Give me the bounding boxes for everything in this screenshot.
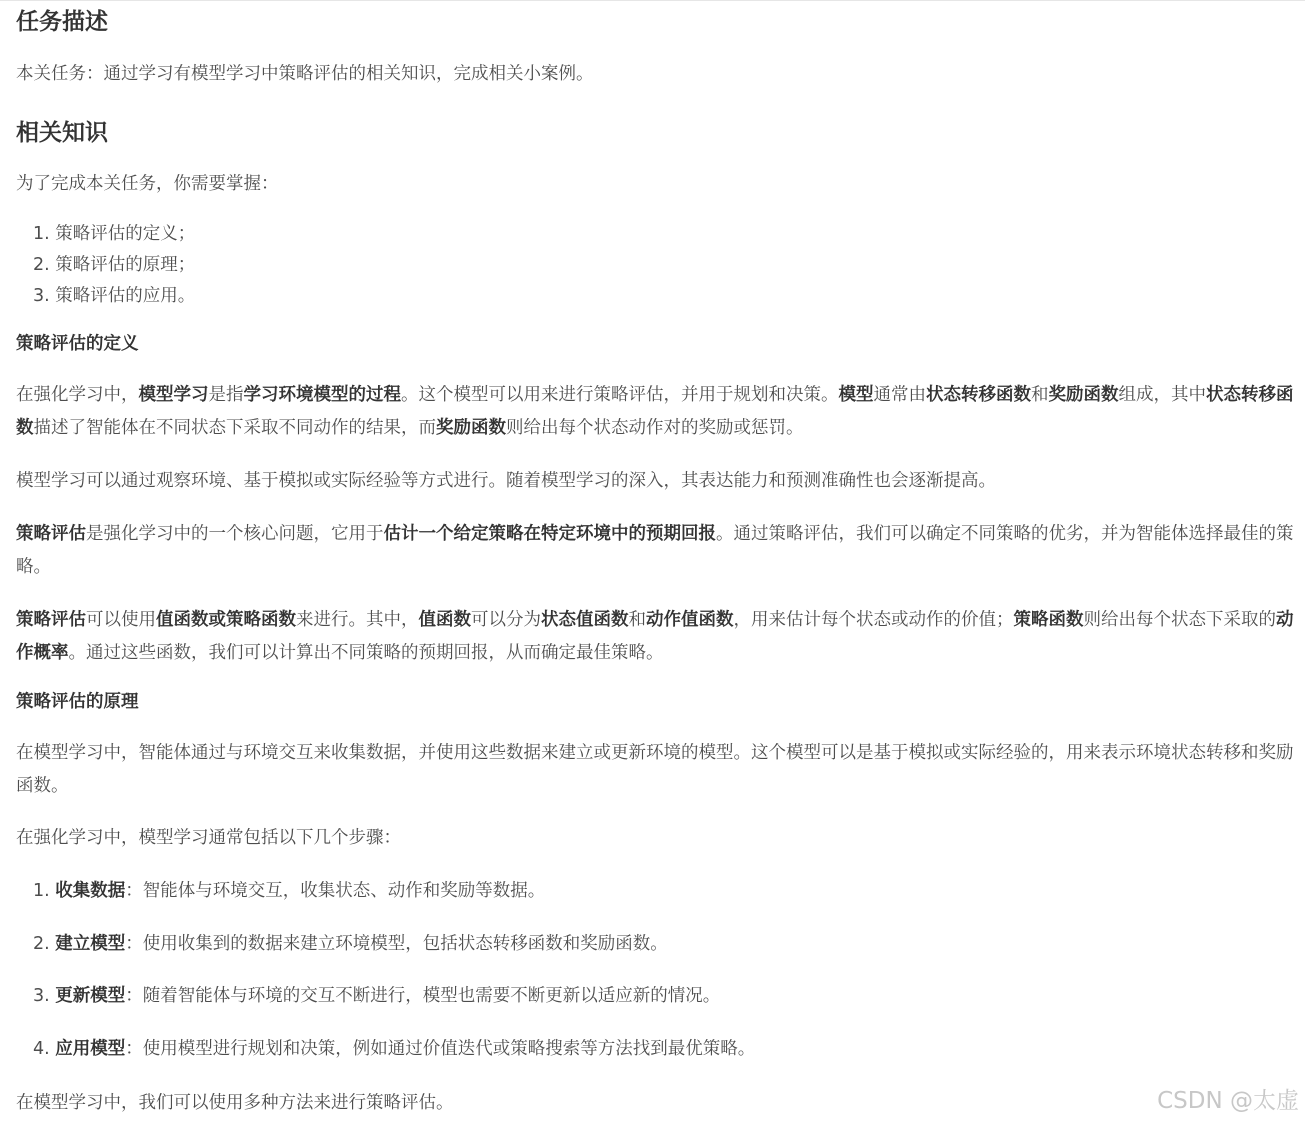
step-text: ：随着智能体与环境的交互不断进行，模型也需要不断更新以适应新的情况。 xyxy=(125,986,721,1006)
step-text: ：智能体与环境交互，收集状态、动作和奖励等数据。 xyxy=(125,881,546,901)
top-border xyxy=(0,0,1305,1)
list-item xyxy=(33,1034,755,1065)
step-text: ：使用模型进行规划和决策，例如通过价值迭代或策略搜索等方法找到最优策略。 xyxy=(125,1039,756,1059)
list-item xyxy=(33,281,195,312)
list-text: 策略评估的原理； xyxy=(55,255,196,275)
list-text: 策略评估的定义； xyxy=(55,224,196,244)
principle-paragraph-1: 在模型学习中，智能体通过与环境交互来收集数据，并使用这些数据来建立或更新环境的模型。这个模型可以是基于模拟或实际经验的，用来表示环境状态转移和奖励函数。 xyxy=(16,743,1294,796)
step-term: 应用模型 xyxy=(55,1039,126,1059)
definition-paragraph-2: 模型学习可以通过观察环境、基于模拟或实际经验等方式进行。随着模型学习的深入，其表达能力和预测准确性也会逐渐提高。 xyxy=(16,471,996,491)
principle-paragraph-3: 在模型学习中，我们可以使用多种方法来进行策略评估。 xyxy=(16,1093,454,1113)
step-term: 建立模型 xyxy=(55,934,126,954)
definition-paragraph-3: 策略评估是强化学习中的一个核心问题，它用于估计一个给定策略在特定环境中的预期回报。通过策略评估，我们可以确定不同策略的优劣，并为智能体选择最佳的策略。 xyxy=(16,524,1294,577)
list-item xyxy=(33,929,668,960)
list-number: 3. xyxy=(33,286,50,306)
list-item xyxy=(33,876,545,907)
list-number: 1. xyxy=(33,224,50,244)
principle-paragraph-2: 在强化学习中，模型学习通常包括以下几个步骤： xyxy=(16,828,401,848)
task-text: 本关任务：通过学习有模型学习中策略评估的相关知识，完成相关小案例。 xyxy=(16,64,594,84)
step-term: 更新模型 xyxy=(55,986,126,1006)
definition-paragraph-1: 在强化学习中，模型学习是指学习环境模型的过程。这个模型可以用来进行策略评估，并用于规划和决策。模型通常由状态转移函数和奖励函数组成，其中状态转移函数描述了智能体在不同状态下采取不同动作的结果，而奖励函数则给出每个状态动作对的奖励或惩罚。 xyxy=(16,385,1294,438)
list-number: 2. xyxy=(33,934,50,954)
list-number: 2. xyxy=(33,255,50,275)
heading-related-knowledge: 相关知识 xyxy=(16,120,108,146)
definition-paragraph-4: 策略评估可以使用值函数或策略函数来进行。其中，值函数可以分为状态值函数和动作值函数，用来估计每个状态或动作的价值；策略函数则给出每个状态下采取的动作概率。通过这些函数，我们可以计算出不同策略的预期回报，从而确定最佳策略。 xyxy=(16,610,1294,663)
list-item xyxy=(33,250,195,281)
list-item xyxy=(33,219,195,250)
list-number: 3. xyxy=(33,986,50,1006)
heading-task-description: 任务描述 xyxy=(16,9,108,35)
list-item xyxy=(33,981,720,1012)
step-text: ：使用收集到的数据来建立环境模型，包括状态转移函数和奖励函数。 xyxy=(125,934,668,954)
knowledge-intro: 为了完成本关任务，你需要掌握： xyxy=(16,174,279,194)
step-term: 收集数据 xyxy=(55,881,126,901)
list-number: 4. xyxy=(33,1039,50,1059)
list-text: 策略评估的应用。 xyxy=(55,286,196,306)
list-number: 1. xyxy=(33,881,50,901)
heading-definition: 策略评估的定义 xyxy=(16,334,139,354)
heading-principle: 策略评估的原理 xyxy=(16,692,139,712)
csdn-watermark: CSDN @太虚 xyxy=(1157,1088,1299,1114)
